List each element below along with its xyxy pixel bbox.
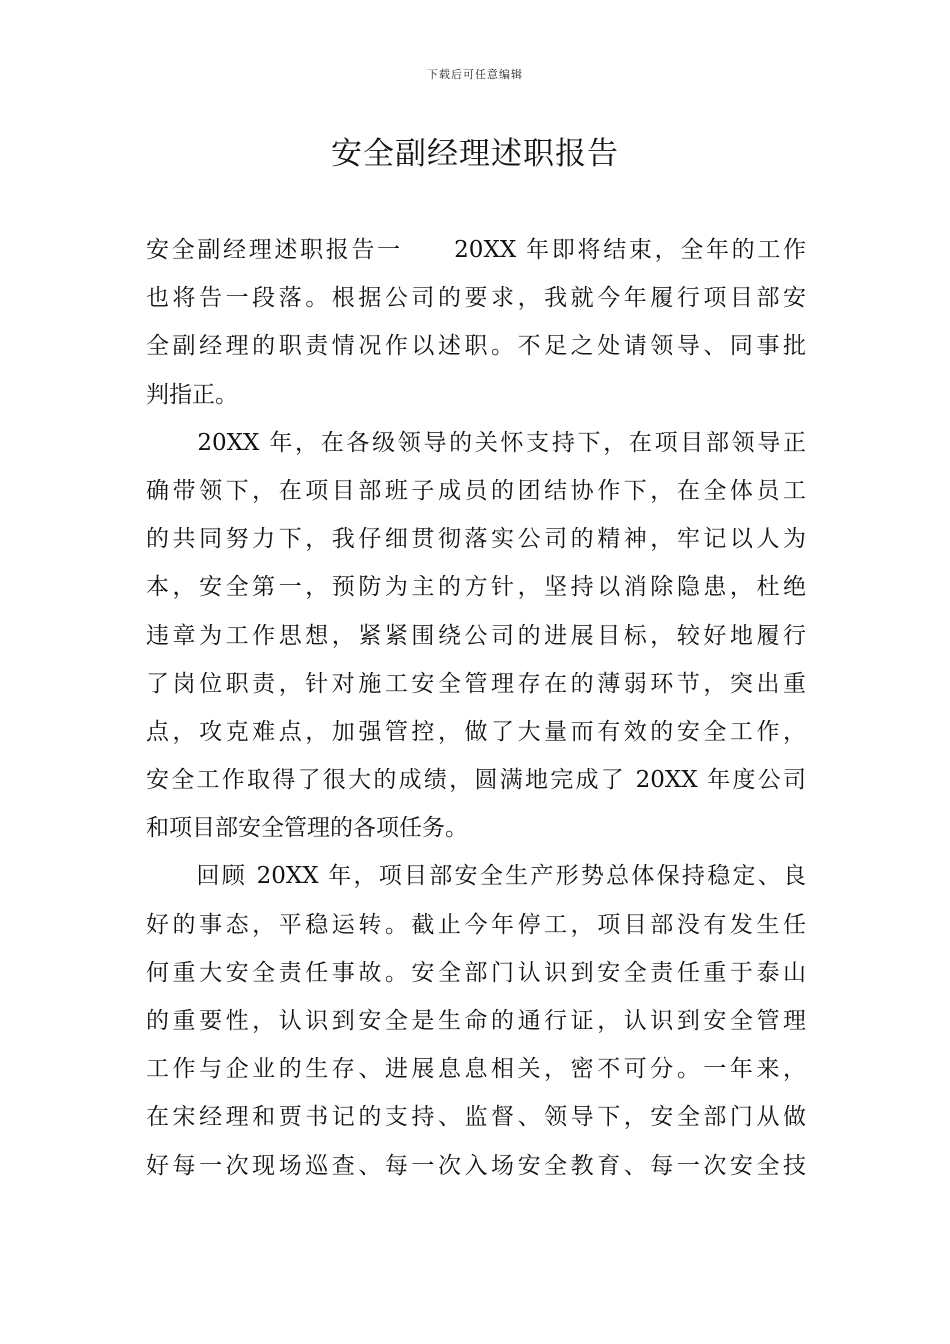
text-line: 本，安全第一，预防为主的方针，坚持以消除隐患，杜绝: [146, 574, 806, 601]
header-note: 下载后可任意编辑: [427, 68, 523, 81]
text-line: 安全副经理述职报告一 20XX 年即将结束，全年的工作: [146, 237, 806, 263]
text-line: 好的事态，平稳运转。截止今年停工，项目部没有发生任: [146, 911, 806, 938]
text-line: 的共同努力下，我仔细贯彻落实公司的精神，牢记以人为: [146, 526, 806, 553]
text-line: 好每一次现场巡查、每一次入场安全教育、每一次安全技: [146, 1152, 806, 1179]
text-line: 在宋经理和贾书记的支持、监督、领导下，安全部门从做: [146, 1104, 806, 1131]
text-line: 点，攻克难点，加强管控，做了大量而有效的安全工作，: [146, 718, 806, 745]
text-line: 的重要性，认识到安全是生命的通行证，认识到安全管理: [146, 1008, 806, 1034]
text-line: 违章为工作思想，紧紧围绕公司的进展目标，较好地履行: [146, 622, 806, 649]
text-line: 安全工作取得了很大的成绩，圆满地完成了 20XX 年度公司: [146, 767, 806, 794]
document-body: [146, 226, 806, 1190]
text-line: 和项目部安全管理的各项任务。: [146, 815, 468, 842]
text-line: 确带领下，在项目部班子成员的团结协作下，在全体员工: [146, 477, 806, 504]
text-line: 回顾 20XX 年，项目部安全生产形势总体保持稳定、良: [146, 863, 806, 890]
text-line: 了岗位职责，针对施工安全管理存在的薄弱环节，突出重: [146, 670, 806, 697]
text-line: 何重大安全责任事故。安全部门认识到安全责任重于泰山: [146, 959, 806, 986]
text-line: 全副经理的职责情况作以述职。不足之处请领导、同事批: [146, 333, 806, 360]
text-line: 判指正。: [146, 381, 238, 408]
text-line: 工作与企业的生存、进展息息相关，密不可分。一年来，: [146, 1056, 806, 1083]
text-line: 也将告一段落。根据公司的要求，我就今年履行项目部安: [146, 285, 806, 312]
text-line: 20XX 年，在各级领导的关怀支持下，在项目部领导正: [146, 429, 806, 456]
document-title: 安全副经理述职报告: [331, 136, 619, 172]
